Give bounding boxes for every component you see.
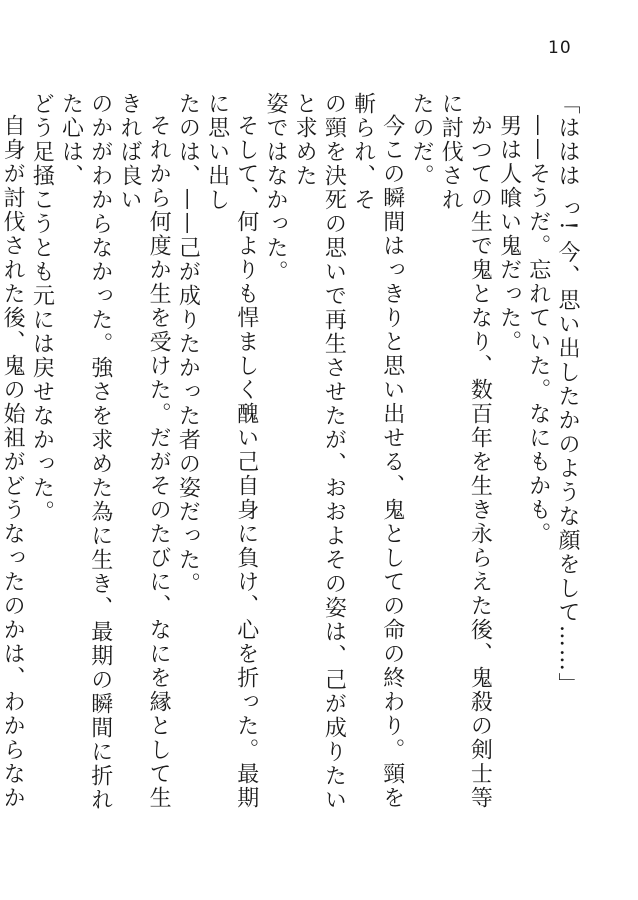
text-line: 「ははは っ! 今、思い出したかのような顔をして……」: [555, 92, 580, 697]
text-line: 今この瞬間はっきりと思い出せる、鬼としての命の終わり。頸を斬られ、そ: [350, 92, 405, 810]
text-line: たのだ。: [408, 92, 434, 188]
text-line: かつての生で鬼となり、数百年を生き永らえた後、鬼殺の剣士等に討伐され: [438, 92, 493, 810]
text-line: のかがわからなかった。強さを求めた為に生き、最期の瞬間に折れた心は、: [58, 92, 113, 812]
text-line: 男は人喰い鬼だった。: [496, 114, 522, 354]
text-line: ——そうだ。忘れていた。なにもかも。: [525, 114, 551, 546]
text-line: そして、何よりも悍ましく醜い己自身に負け、心を折った。最期に思い出し: [204, 92, 259, 810]
text-line: どう足掻こうとも元には戻せなかった。: [29, 92, 55, 524]
body-text: [0, 92, 582, 822]
text-line: それから何度か生を受けた。だがそのたびに、なにを縁として生きれば良い: [116, 92, 172, 810]
text-line: たのは、——己が成りたかった者の姿だった。: [175, 92, 201, 596]
page-number: 10: [548, 38, 572, 58]
text-line: 姿ではなかった。: [262, 92, 288, 284]
text-line: の頸を決死の思いで再生させたが、おおよその姿は、己が成りたいと求めた: [292, 92, 347, 812]
text-line: 自身が討伐された後、鬼の始祖がどうなったのかは、わからなか: [0, 114, 26, 810]
